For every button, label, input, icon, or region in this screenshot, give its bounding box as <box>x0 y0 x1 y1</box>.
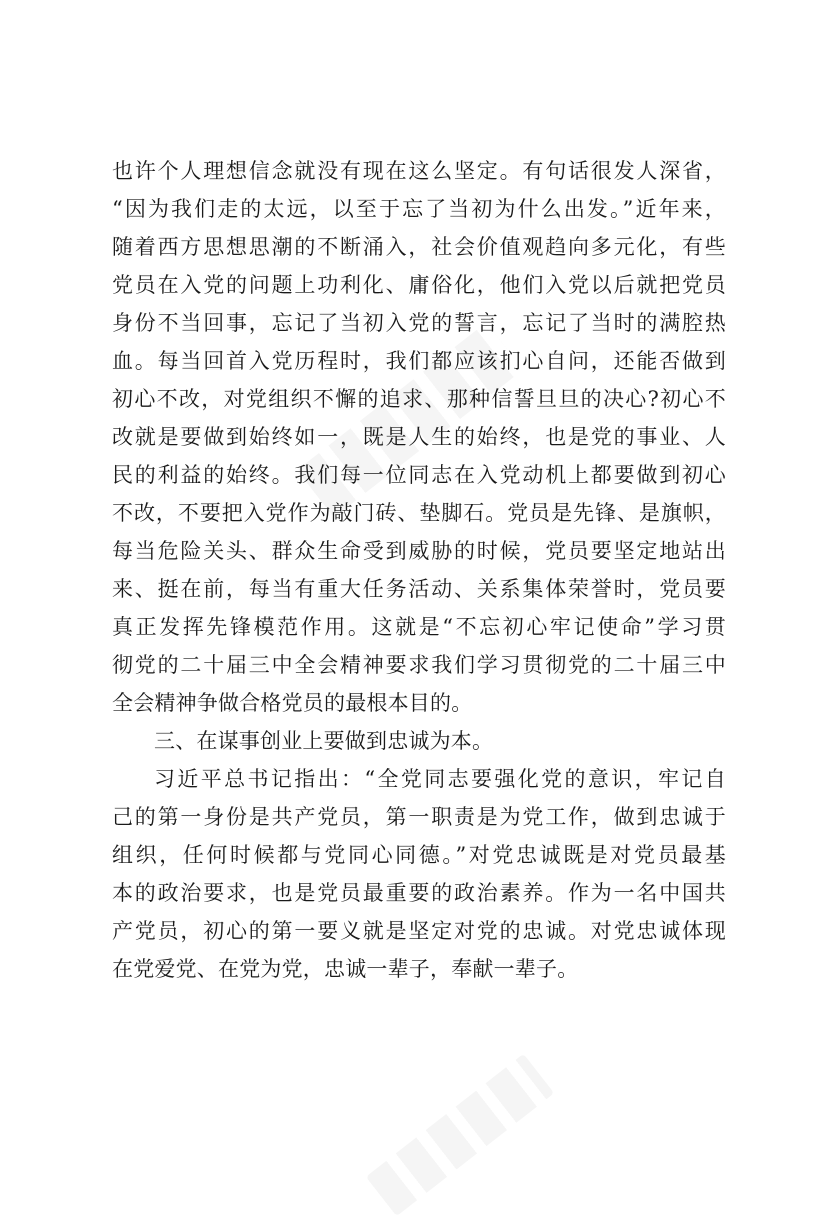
text-line: 也许个人理想信念就没有现在这么坚定。有句话很发人深省， <box>112 159 726 183</box>
text-line: 组织，任何时候都与党同心同德。”对党忠诚既是对党员最基 <box>112 843 726 867</box>
section-heading: 三、在谋事创业上要做到忠诚为本。 <box>154 729 494 753</box>
text-line: 改就是要做到始终如一，既是人生的始终，也是党的事业、人 <box>112 425 726 449</box>
text-line: 不改，不要把入党作为敲门砖、垫脚石。党员是先锋、是旗帜， <box>112 501 726 525</box>
text-line: 随着西方思想思潮的不断涌入，社会价值观趋向多元化，有些 <box>112 235 726 259</box>
text-line: 全会精神争做合格党员的最根本目的。 <box>112 691 473 715</box>
text-line: “因为我们走的太远，以至于忘了当初为什么出发。”近年来， <box>112 197 726 221</box>
text-line: 习近平总书记指出：“全党同志要强化党的意识，牢记自 <box>154 767 726 791</box>
text-line: 真正发挥先锋模范作用。这就是“不忘初心牢记使命”学习贯 <box>112 615 726 639</box>
text-line: 血。每当回首入党历程时，我们都应该扪心自问，还能否做到 <box>112 349 726 373</box>
text-line: 彻党的二十届三中全会精神要求我们学习贯彻党的二十届三中 <box>112 653 726 677</box>
text-line: 民的利益的始终。我们每一位同志在入党动机上都要做到初心 <box>112 463 726 487</box>
text-line: 本的政治要求，也是党员最重要的政治素养。作为一名中国共 <box>112 881 726 905</box>
text-line: 身份不当回事，忘记了当初入党的誓言，忘记了当时的满腔热 <box>112 311 726 335</box>
text-line: 在党爱党、在党为党，忠诚一辈子，奉献一辈子。 <box>112 957 579 981</box>
text-line: 每当危险关头、群众生命受到威胁的时候，党员要坚定地站出 <box>112 539 726 563</box>
text-line: 来、挺在前，每当有重大任务活动、关系集体荣誉时，党员要 <box>112 577 726 601</box>
body-text <box>112 152 726 988</box>
text-line: 产党员，初心的第一要义就是坚定对党的忠诚。对党忠诚体现 <box>112 919 726 943</box>
watermark-mark-bottom <box>366 1054 554 1216</box>
text-line: 初心不改，对党组织不懈的追求、那种信誓旦旦的决心?初心不 <box>112 387 726 411</box>
text-line: 己的第一身份是共产党员，第一职责是为党工作，做到忠诚于 <box>112 805 726 829</box>
text-line: 党员在入党的问题上功利化、庸俗化，他们入党以后就把党员 <box>112 273 726 297</box>
